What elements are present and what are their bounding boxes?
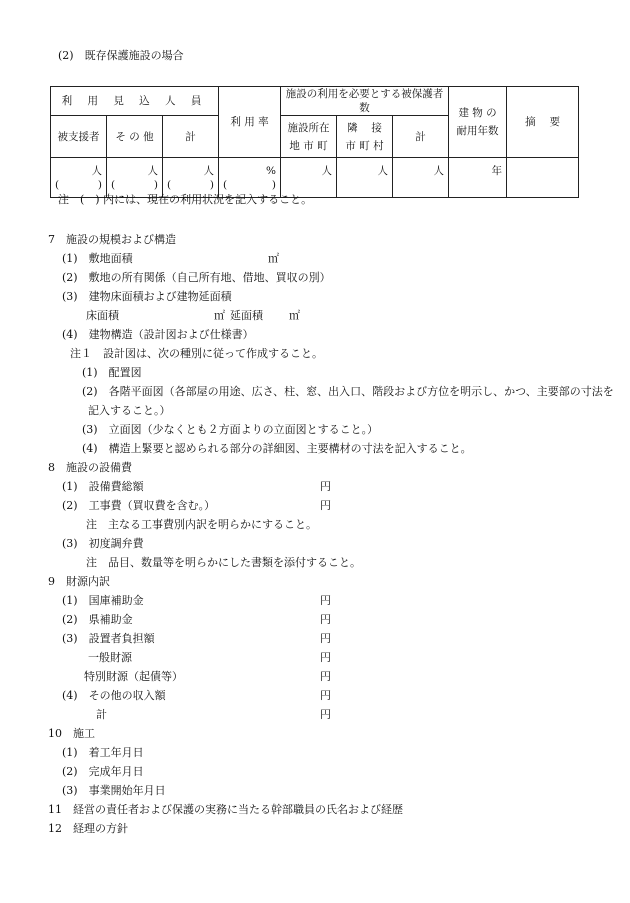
item-start-date: (1) 着工年月日 <box>62 746 144 759</box>
item-other-income: (4) その他の収入額 <box>62 689 166 702</box>
drawing-layout: (1) 配置図 <box>82 366 142 379</box>
unit-yen: 円 <box>320 594 331 607</box>
item-site-ownership: (2) 敷地の所有関係（自己所有地、借地、買収の別） <box>62 271 331 284</box>
unit-yen: 円 <box>320 708 331 721</box>
section-11-title: 11 経営の責任者および保護の実務に当たる幹部職員の氏名および経歴 <box>48 803 403 816</box>
item-site-area: (1) 敷地面積 <box>62 252 133 265</box>
section-8-title: 8 施設の設備費 <box>48 461 132 474</box>
unit-yen: 円 <box>320 499 331 512</box>
header-total: 計 <box>163 116 219 158</box>
item-national-subsidy: (1) 国庫補助金 <box>62 594 144 607</box>
header-adjacent-city: 隣 接 市 町 村 <box>337 116 393 158</box>
item-construction-cost: (2) 工事費（買収費を含む。） <box>62 499 216 512</box>
section-heading-existing-facility: (2) 既存保護施設の場合 <box>58 49 184 62</box>
header-facility-city: 施設所在 地 市 町 <box>281 116 337 158</box>
cell-usage-rate: % ( ) <box>219 158 281 198</box>
section-10-title: 10 施工 <box>48 727 95 740</box>
cell-remarks <box>507 158 579 198</box>
item-completion-date: (2) 完成年月日 <box>62 765 144 778</box>
unit-m2: ㎡ <box>214 309 225 322</box>
unit-m2: ㎡ <box>289 309 300 322</box>
cell-supported: 人 ( ) <box>51 158 107 198</box>
table-note: 注 ( ) 内には、現在の利用状況を記入すること。 <box>58 193 313 206</box>
drawing-floor-plan: (2) 各階平面図（各部屋の用途、広さ、柱、窓、出入口、階段および方位を明示し、かつ、主要部の寸法を <box>82 385 614 398</box>
unit-yen: 円 <box>320 480 331 493</box>
cell-need-total: 人 <box>393 158 449 198</box>
label-floor-area: 床面積 <box>86 309 119 322</box>
cell-durability: 年 <box>449 158 507 198</box>
header-need-group: 施設の利用を必要とする被保護者数 <box>281 87 449 116</box>
drawing-detail: (4) 構造上緊要と認められる部分の詳細図、主要構材の寸法を記入すること。 <box>82 442 472 455</box>
unit-yen: 円 <box>320 613 331 626</box>
item-special-funds: 特別財源（起債等） <box>84 670 183 683</box>
item-floor-area: (3) 建物床面積および建物延面積 <box>62 290 232 303</box>
header-usage-group: 利 用 見 込 人 員 <box>51 87 219 116</box>
cell-total: 人 ( ) <box>163 158 219 198</box>
item-founder-burden: (3) 設置者負担額 <box>62 632 155 645</box>
note-supplies-document: 注 品目、数量等を明らかにした書類を添付すること。 <box>86 556 361 569</box>
item-building-structure: (4) 建物構造（設計図および仕様書） <box>62 328 254 341</box>
unit-yen: 円 <box>320 670 331 683</box>
section-7-title: 7 施設の規模および構造 <box>48 233 176 246</box>
note-construction-breakdown: 注 主なる工事費別内訳を明らかにすること。 <box>86 518 317 531</box>
item-initial-supplies: (3) 初度調弁費 <box>62 537 144 550</box>
item-equipment-total: (1) 設備費総額 <box>62 480 144 493</box>
cell-others: 人 ( ) <box>107 158 163 198</box>
drawing-floor-plan-cont: 記入すること。） <box>88 404 171 417</box>
unit-yen: 円 <box>320 689 331 702</box>
usage-table <box>50 86 579 198</box>
cell-adjacent-city: 人 <box>337 158 393 198</box>
section-9-title: 9 財源内訳 <box>48 575 110 588</box>
unit-yen: 円 <box>320 632 331 645</box>
header-others: そ の 他 <box>107 116 163 158</box>
note-design-drawings: 注１ 設計図は、次の種別に従って作成すること。 <box>70 347 323 360</box>
cell-facility-city: 人 <box>281 158 337 198</box>
item-general-funds: 一般財源 <box>88 651 132 664</box>
drawing-elevation: (3) 立面図（少なくとも２方面よりの立面図とすること。） <box>82 423 379 436</box>
unit-yen: 円 <box>320 651 331 664</box>
header-durability: 建 物 の 耐用年数 <box>449 87 507 158</box>
item-business-start-date: (3) 事業開始年月日 <box>62 784 166 797</box>
item-prefectural-subsidy: (2) 県補助金 <box>62 613 133 626</box>
item-total: 計 <box>96 708 107 721</box>
unit-m2: ㎡ <box>268 252 279 265</box>
label-total-floor-area: 延面積 <box>230 309 263 322</box>
section-12-title: 12 経理の方針 <box>48 822 128 835</box>
header-usage-rate: 利 用 率 <box>219 87 281 158</box>
header-total-2: 計 <box>393 116 449 158</box>
header-supported: 被支援者 <box>51 116 107 158</box>
header-remarks: 摘 要 <box>507 87 579 158</box>
